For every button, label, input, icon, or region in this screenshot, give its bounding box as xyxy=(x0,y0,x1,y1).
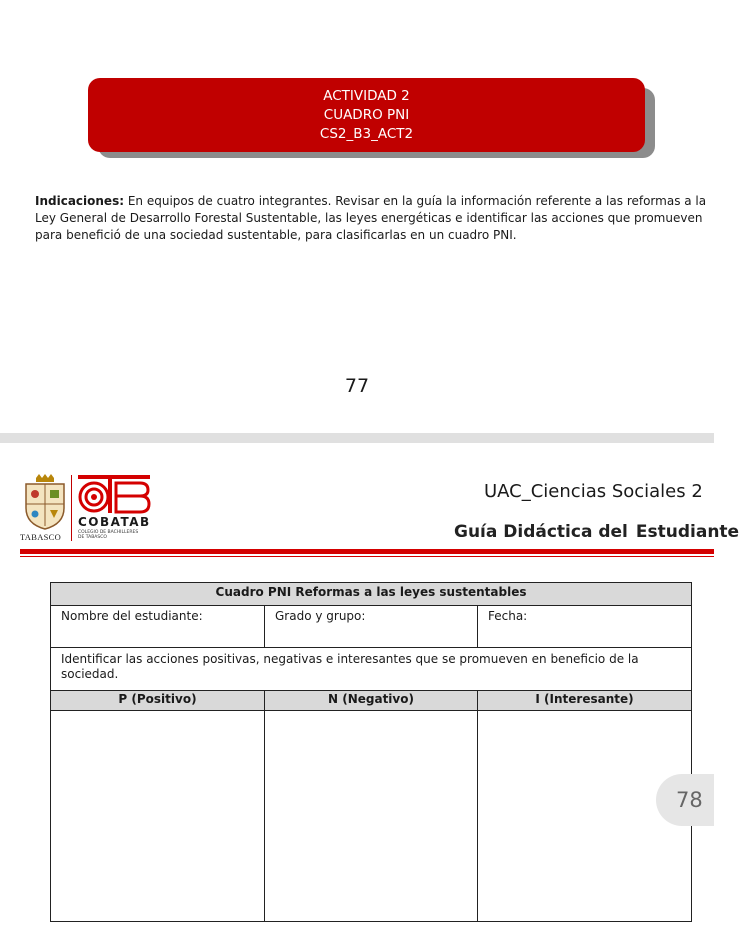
table-instruction: Identificar las acciones positivas, negativas e interesantes que se promueven en beneficio de la sociedad. xyxy=(51,648,692,691)
banner-subtitle: CUADRO PNI xyxy=(323,106,410,123)
tabasco-label: TABASCO xyxy=(20,532,62,542)
instructions-text: En equipos de cuatro integrantes. Revisar en la guía la información referente a las reformas a la Ley General de Desarrollo Forestal Sustentable, las leyes energéticas e identificar las acciones que promueven para benefició de una sociedad sustentable, para clasificarlas en un cuadro PNI. xyxy=(35,194,707,242)
cobatab-subtitle xyxy=(78,530,138,540)
guide-title-part2: Estudiante xyxy=(635,522,739,542)
tabasco-crest-icon xyxy=(22,474,68,530)
column-interesting: I (Interesante) xyxy=(478,691,692,711)
logo-divider xyxy=(71,475,72,541)
instructions-paragraph xyxy=(35,193,707,244)
cobatab-name: COBATAB xyxy=(78,515,151,529)
page-number-previous: 77 xyxy=(344,375,370,397)
page-number-badge: 78 xyxy=(656,774,714,826)
pni-table xyxy=(50,582,692,922)
guide-title xyxy=(454,522,739,542)
positive-answer-cell[interactable] xyxy=(51,711,265,922)
guide-title-part1: Guía Didáctica del xyxy=(454,522,628,542)
grade-group-field[interactable]: Grado y grupo: xyxy=(265,606,478,648)
cobatab-subtitle-line1: COLEGIO DE BACHILLERES xyxy=(78,530,139,535)
column-positive: P (Positivo) xyxy=(51,691,265,711)
uac-title: UAC_Ciencias Sociales 2 xyxy=(484,481,703,502)
date-field[interactable]: Fecha: xyxy=(478,606,692,648)
negative-answer-cell[interactable] xyxy=(265,711,478,922)
cobatab-logo-icon xyxy=(78,473,152,515)
column-negative: N (Negativo) xyxy=(265,691,478,711)
student-name-field[interactable]: Nombre del estudiante: xyxy=(51,606,265,648)
banner-code: CS2_B3_ACT2 xyxy=(319,125,414,142)
instructions-label: Indicaciones: xyxy=(35,194,125,208)
pni-table-title: Cuadro PNI Reformas a las leyes sustentables xyxy=(51,583,692,606)
interesting-answer-cell[interactable] xyxy=(478,711,692,922)
activity-banner xyxy=(88,78,645,152)
header-red-rule xyxy=(20,549,714,554)
page-separator xyxy=(0,433,714,443)
cobatab-subtitle-line2: DE TABASCO xyxy=(78,535,107,540)
header-red-rule-thin xyxy=(20,556,714,557)
banner-activity: ACTIVIDAD 2 xyxy=(323,87,410,104)
